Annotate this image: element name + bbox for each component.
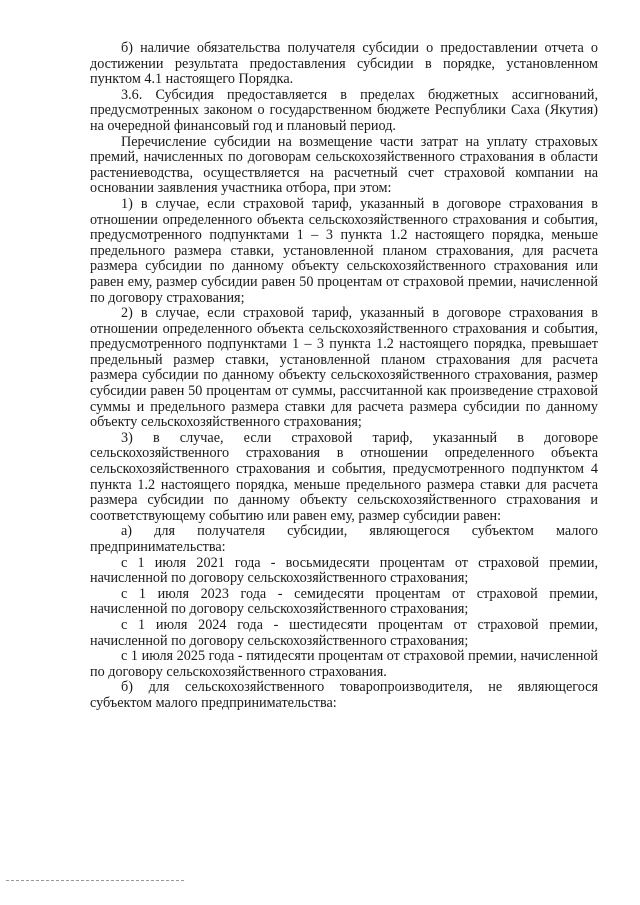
document-body: [90, 41, 598, 712]
paragraph-from-2025: с 1 июля 2025 года - пятидесяти процентам от страховой премии, начисленной по договору сельскохозяйственного страхования.: [90, 648, 598, 680]
paragraph-3-6-budget: 3.6. Субсидия предоставляется в пределах бюджетных ассигнований, предусмотренных законом о государственном бюджете Республики Саха (Якутия) на очередной финансовый год и плановый период.: [90, 86, 598, 134]
paragraph-transfer-subsidy: Перечисление субсидии на возмещение части затрат на уплату страховых премий, начисленных по договорам сельскохозяйственного страхования в области растениеводства, осуществляется на расчетный счет страховой компании на основании заявления участника отбора, при этом:: [90, 133, 598, 197]
paragraph-case-2: 2) в случае, если страховой тариф, указанный в договоре страхования в отношении определенного объекта сельскохозяйственного страхования и события, предусмотренного подпунктами 1 – 3 пункта 1.2 настоящего порядка, превышает предельный размер ставки, установленной планом страхования для расчета размера субсидии по данному объекту сельскохозяйственного страхования, размер субсидии равен 50 процентам от суммы, рассчитанной как произведение страховой суммы и предельного размера ставки для расчета размера субсидии по данному объекту сельскохозяйственного страхования;: [90, 305, 598, 431]
paragraph-from-2021: с 1 июля 2021 года - восьмидесяти процентам от страховой премии, начисленной по договору сельскохозяйственного страхования;: [90, 554, 598, 587]
footer-divider: [6, 880, 184, 881]
paragraph-case-1: 1) в случае, если страховой тариф, указанный в договоре страхования в отношении определенного объекта сельскохозяйственного страхования и события, предусмотренного подпунктами 1 – 3 пункта 1.2 настоящего порядка, меньше предельного размера ставки, установленной планом страхования, для расчета размера субсидии по данному объекту сельскохозяйственного страхования или равен ему, размер субсидии равен 50 процентам от страховой премии, начисленной по договору страхования;: [90, 195, 598, 306]
paragraph-obligation-report: б) наличие обязательства получателя субсидии о предоставлении отчета о достижении результата предоставления субсидии в порядке, установленном пунктом 4.1 настоящего Порядка.: [90, 40, 598, 88]
paragraph-not-small-business: б) для сельскохозяйственного товаропроизводителя, не являющегося субъектом малого предпринимательства:: [90, 679, 598, 711]
paragraph-from-2024: с 1 июля 2024 года - шестидесяти процентам от страховой премии, начисленной по договору сельскохозяйственного страхования;: [90, 616, 598, 649]
paragraph-small-business: а) для получателя субсидии, являющегося субъектом малого предпринимательства:: [90, 523, 598, 555]
paragraph-case-3: 3) в случае, если страховой тариф, указанный в договоре сельскохозяйственного страхования в отношении определенного объекта сельскохозяйственного страхования и события, предусмотренного подпунктом 4 пункта 1.2 настоящего порядка, меньше предельного размера ставки для расчета размера субсидии по данному объекту сельскохозяйственного страхования и соответствующему событию или равен ему, размер субсидии равен:: [90, 429, 598, 524]
paragraph-from-2023: с 1 июля 2023 года - семидесяти процентам от страховой премии, начисленной по договору сельскохозяйственного страхования;: [90, 585, 598, 618]
